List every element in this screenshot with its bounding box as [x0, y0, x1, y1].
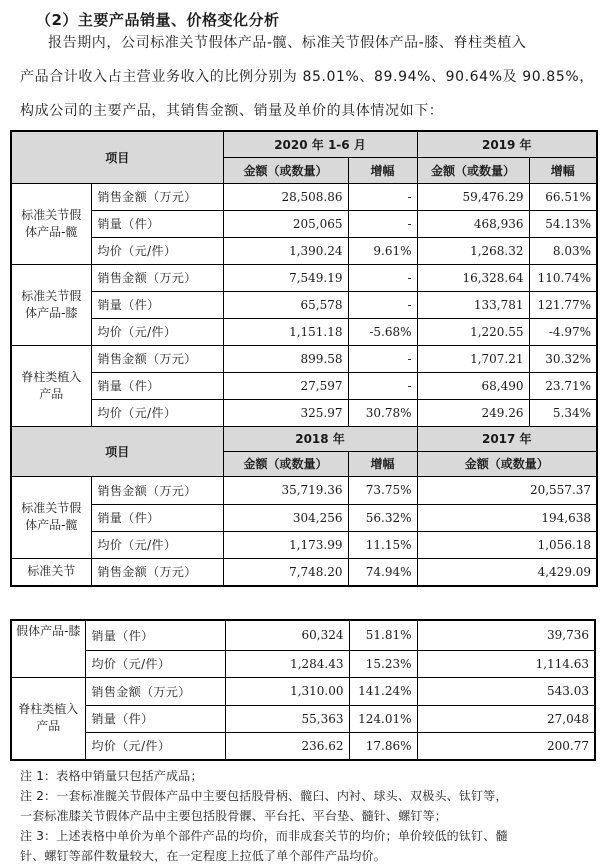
- metric-volume: 销量（件）: [91, 291, 223, 318]
- cell-value: 236.62: [225, 732, 349, 760]
- table-row: [11, 237, 597, 264]
- cell-value: 27,597: [223, 372, 348, 399]
- cell-value: 68,490: [417, 372, 529, 399]
- table-row: [11, 677, 595, 705]
- table-row: [11, 620, 595, 650]
- category-hip: 标准关节假体产品-髋: [11, 476, 91, 558]
- cell-growth: 5.34%: [529, 399, 597, 426]
- cell-growth: 23.71%: [529, 372, 597, 399]
- header-period-2018: 2018 年: [223, 426, 417, 451]
- metric-price: 均价（元/件）: [85, 650, 225, 677]
- table-row: [11, 345, 597, 372]
- cell-growth: -5.68%: [348, 318, 417, 345]
- cell-growth: -: [348, 372, 417, 399]
- cell-growth: 141.24%: [349, 677, 417, 705]
- note-3-line-1: 注 3：上述表格中单价为单个部件产品的均价，而非成套关节的均价；单价较低的钛钉、髓: [20, 829, 508, 843]
- cell-growth: 51.81%: [349, 620, 417, 650]
- cell-value: 249.26: [417, 399, 529, 426]
- header-growth: 增幅: [348, 451, 417, 476]
- cell-value: 4,429.09: [417, 558, 597, 586]
- cell-value: 1,310.00: [225, 677, 349, 705]
- header-period-2020h1: 2020 年 1-6 月: [223, 131, 417, 157]
- cell-value: 1,173.99: [223, 531, 348, 558]
- cell-growth: 121.77%: [529, 291, 597, 318]
- category-spine: 脊柱类植入产品: [11, 677, 85, 760]
- table-row: [11, 558, 597, 586]
- metric-volume: 销量（件）: [85, 705, 225, 732]
- cell-value: 899.58: [223, 345, 348, 372]
- sales-table-continued: [10, 619, 596, 761]
- table-row: [11, 650, 595, 677]
- table-row: [11, 476, 597, 504]
- cell-growth: 9.61%: [348, 237, 417, 264]
- table-row: [11, 372, 597, 399]
- cell-value: 194,638: [417, 504, 597, 531]
- cell-value: 1,114.63: [417, 650, 595, 677]
- intro-paragraph-line-3: 构成公司的主要产品，其销售金额、销量及单价的具体情况如下：: [20, 103, 444, 119]
- cell-growth: 11.15%: [348, 531, 417, 558]
- table-notes: [20, 766, 595, 866]
- sales-table: [10, 130, 598, 587]
- cell-growth: 17.86%: [349, 732, 417, 760]
- cell-value: 205,065: [223, 210, 348, 237]
- cell-value: 200.77: [417, 732, 595, 760]
- table-row: [11, 399, 597, 426]
- table-row: [11, 210, 597, 237]
- cell-value: 1,390.24: [223, 237, 348, 264]
- cell-growth: 56.32%: [348, 504, 417, 531]
- header-item: 项目: [11, 131, 223, 183]
- header-item: 项目: [11, 426, 223, 476]
- metric-sales: 销售金额（万元）: [85, 677, 225, 705]
- metric-volume: 销量（件）: [85, 620, 225, 650]
- category-knee-part2: 假体产品-膝: [11, 620, 85, 677]
- cell-value: 7,549.19: [223, 264, 348, 291]
- cell-growth: 54.13%: [529, 210, 597, 237]
- cell-value: 59,476.29: [417, 183, 529, 210]
- header-amount: 金额（或数量）: [417, 157, 529, 183]
- metric-price: 均价（元/件）: [85, 732, 225, 760]
- cell-value: 468,936: [417, 210, 529, 237]
- cell-value: 39,736: [417, 620, 595, 650]
- header-period-2017: 2017 年: [417, 426, 597, 451]
- metric-sales: 销售金额（万元）: [91, 345, 223, 372]
- category-spine: 脊柱类植入产品: [11, 345, 91, 426]
- cell-value: 1,056.18: [417, 531, 597, 558]
- cell-value: 7,748.20: [223, 558, 348, 586]
- cell-growth: -: [348, 264, 417, 291]
- metric-price: 均价（元/件）: [91, 399, 223, 426]
- cell-value: 16,328.64: [417, 264, 529, 291]
- metric-sales: 销售金额（万元）: [91, 264, 223, 291]
- table-row: [11, 291, 597, 318]
- metric-price: 均价（元/件）: [91, 531, 223, 558]
- cell-value: 27,048: [417, 705, 595, 732]
- metric-sales: 销售金额（万元）: [91, 558, 223, 586]
- cell-value: 1,151.18: [223, 318, 348, 345]
- metric-sales: 销售金额（万元）: [91, 476, 223, 504]
- cell-value: 35,719.36: [223, 476, 348, 504]
- header-period-2019: 2019 年: [417, 131, 597, 157]
- note-2-line-1: 注 2：一套标准髋关节假体产品中主要包括股骨柄、髋臼、内衬、球头、双极头、钛钉等，: [20, 789, 508, 803]
- table-row: [11, 264, 597, 291]
- cell-growth: 8.03%: [529, 237, 597, 264]
- table-row: [11, 531, 597, 558]
- cell-growth: -: [348, 345, 417, 372]
- cell-value: 60,324: [225, 620, 349, 650]
- cell-growth: 30.32%: [529, 345, 597, 372]
- table-row: [11, 183, 597, 210]
- header-amount: 金额（或数量）: [223, 451, 348, 476]
- metric-price: 均价（元/件）: [91, 318, 223, 345]
- cell-growth: 30.78%: [348, 399, 417, 426]
- category-knee: 标准关节假体产品-膝: [11, 264, 91, 345]
- cell-growth: 66.51%: [529, 183, 597, 210]
- cell-growth: 15.23%: [349, 650, 417, 677]
- header-amount: 金额（或数量）: [417, 451, 597, 476]
- cell-growth: 73.75%: [348, 476, 417, 504]
- cell-value: 304,256: [223, 504, 348, 531]
- cell-value: 55,363: [225, 705, 349, 732]
- metric-sales: 销售金额（万元）: [91, 183, 223, 210]
- table-row: [11, 705, 595, 732]
- cell-value: 28,508.86: [223, 183, 348, 210]
- intro-paragraph-line-1: 报告期内，公司标准关节假体产品-髋、标准关节假体产品-膝、脊柱类植入: [48, 35, 527, 51]
- category-hip: 标准关节假体产品-髋: [11, 183, 91, 264]
- note-3-line-2: 针、螺钉等部件数量较大，在一定程度上拉低了单个部件产品均价。: [20, 849, 387, 863]
- cell-value: 1,707.21: [417, 345, 529, 372]
- category-knee-part1: 标准关节: [11, 558, 91, 586]
- metric-volume: 销量（件）: [91, 504, 223, 531]
- table-row: [11, 732, 595, 760]
- cell-growth: -: [348, 291, 417, 318]
- cell-growth: 74.94%: [348, 558, 417, 586]
- cell-value: 1,220.55: [417, 318, 529, 345]
- cell-value: 325.97: [223, 399, 348, 426]
- header-amount: 金额（或数量）: [223, 157, 348, 183]
- cell-growth: -: [348, 210, 417, 237]
- cell-growth: 124.01%: [349, 705, 417, 732]
- metric-price: 均价（元/件）: [91, 237, 223, 264]
- intro-paragraph-line-2: 产品合计收入占主营业务收入的比例分别为 85.01%、89.94%、90.64%及 90.85%，: [20, 69, 594, 85]
- table-row: [11, 318, 597, 345]
- note-1: 注 1：表格中销量只包括产成品；: [20, 769, 203, 783]
- cell-growth: 110.74%: [529, 264, 597, 291]
- cell-value: 543.03: [417, 677, 595, 705]
- header-growth: 增幅: [529, 157, 597, 183]
- cell-growth: -: [348, 183, 417, 210]
- cell-value: 1,284.43: [225, 650, 349, 677]
- section-heading: （2）主要产品销量、价格变化分析: [36, 11, 280, 29]
- cell-growth: -4.97%: [529, 318, 597, 345]
- cell-value: 1,268.32: [417, 237, 529, 264]
- cell-value: 20,557.37: [417, 476, 597, 504]
- table-row: [11, 504, 597, 531]
- header-growth: 增幅: [348, 157, 417, 183]
- note-2-line-2: 一套标准膝关节假体产品中主要包括股骨髁、平台托、平台垫、髓针、螺钉等；: [20, 809, 448, 823]
- metric-volume: 销量（件）: [91, 210, 223, 237]
- metric-volume: 销量（件）: [91, 372, 223, 399]
- cell-value: 65,578: [223, 291, 348, 318]
- cell-value: 133,781: [417, 291, 529, 318]
